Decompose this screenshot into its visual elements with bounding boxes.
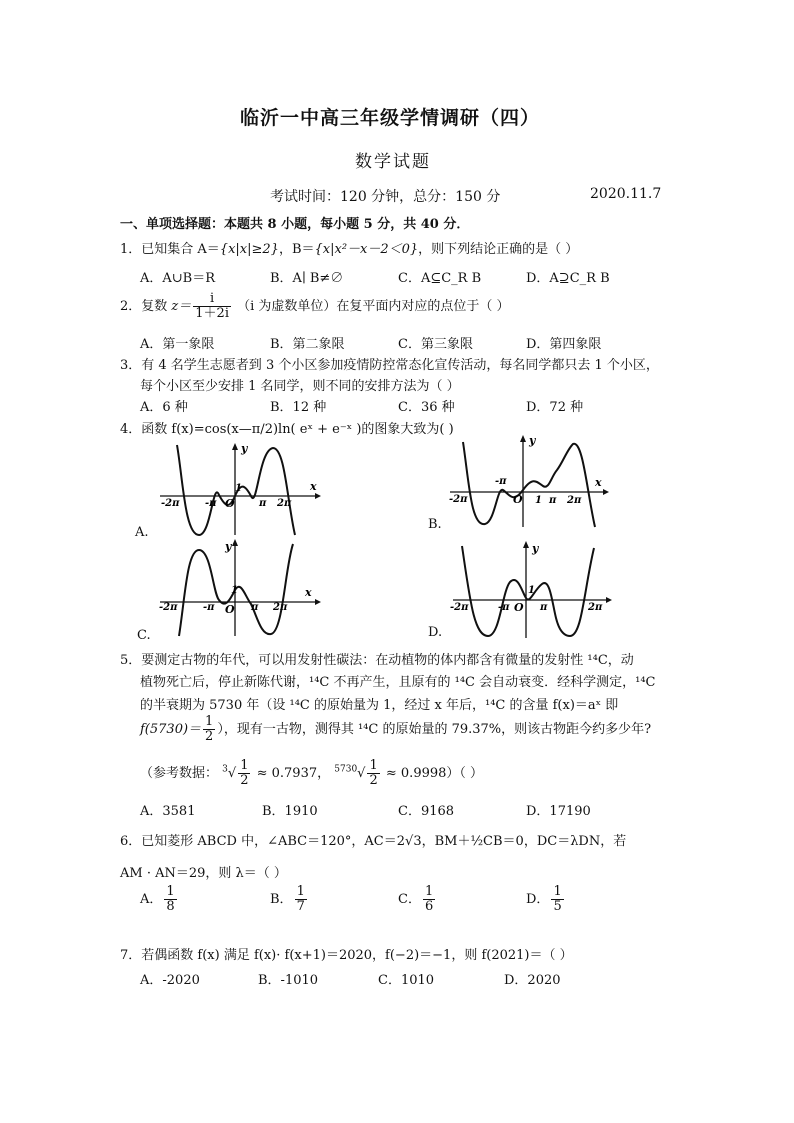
- graph-c-one: 1: [231, 585, 238, 596]
- q7-option-a: A．-2020: [140, 973, 200, 988]
- q2-lead: 2．复数: [120, 299, 168, 314]
- q5-line4-tail: ），现有一古物，测得其 ¹⁴C 的原始量的 79.37%，则该古物距今约多少年?: [217, 722, 652, 737]
- page-title: 临沂一中高三年级学情调研（四）: [240, 107, 541, 129]
- graph-a-label: A.: [135, 525, 149, 540]
- question-1: [120, 238, 578, 257]
- graph-a-neg-pi: -π: [205, 498, 217, 509]
- graph-a-neg-2pi: -2π: [161, 498, 180, 509]
- q2-option-a: A．第一象限: [140, 337, 215, 352]
- graph-c-pi: π: [251, 602, 259, 613]
- q3-option-b: B．12 种: [270, 400, 327, 415]
- graph-d-one: 1: [528, 585, 535, 596]
- question-5-line4: [140, 715, 651, 744]
- q6-option-c-den: 6: [424, 899, 434, 914]
- graph-a-origin: O: [225, 497, 235, 510]
- q6-option-b: [270, 885, 309, 914]
- q6-option-c-num: 1: [424, 884, 434, 899]
- q6-option-a-den: 8: [166, 899, 175, 914]
- q6-option-b-letter: B．: [270, 892, 293, 907]
- graph-c-x-label: x: [305, 586, 312, 599]
- graph-b-origin: O: [513, 493, 523, 506]
- q6-option-c: [398, 885, 437, 914]
- q3-option-c: C．36 种: [398, 400, 455, 415]
- q1-option-d: D．A⊇C_R B: [526, 271, 610, 286]
- q2-numerator: i: [193, 292, 231, 307]
- question-3-line2: 每个小区至少安排 1 名同学，则不同的安排方法为（ ）: [140, 379, 460, 394]
- q6-option-d-num: 1: [553, 884, 562, 899]
- q5-option-a: A．3581: [140, 804, 196, 819]
- q5-ref1: ≈ 0.7937: [256, 766, 318, 781]
- graph-d-neg-2pi: -2π: [450, 602, 469, 613]
- q5-option-b: B．1910: [262, 804, 318, 819]
- graph-a-pi: π: [259, 498, 267, 509]
- question-3-line1: 3．有 4 名学生志愿者到 3 个小区参加疫情防控常态化宣传活动，每名同学都只去 1 个小区，: [120, 358, 659, 373]
- exam-info: 考试时间：120 分钟，总分：150 分: [270, 189, 501, 205]
- graph-c-origin: O: [225, 603, 235, 616]
- graph-b: [445, 432, 615, 530]
- graph-d-y-label: y: [532, 542, 539, 555]
- graph-a-x-label: x: [310, 480, 317, 493]
- graph-d: [448, 540, 618, 640]
- q2-fraction: [193, 292, 231, 321]
- q2-denominator: 1＋2i: [195, 306, 229, 321]
- q5-root2-index: 5730: [334, 764, 358, 775]
- q5-half-den: 2: [205, 729, 214, 744]
- section-heading: 一、单项选择题：本题共 8 小题，每小题 5 分，共 40 分．: [120, 217, 470, 232]
- q2-tail: （i 为虚数单位）在复平面内对应的点位于（ ）: [237, 299, 510, 314]
- q5-half-num: 1: [205, 714, 214, 729]
- q3-option-d: D．72 种: [526, 400, 584, 415]
- q6-option-b-den: 7: [296, 899, 305, 914]
- q5-f5730: f(5730)＝: [140, 722, 202, 737]
- q7-option-d: D．2020: [504, 973, 561, 988]
- question-6-line1: 6．已知菱形 ABCD 中，∠ABC＝120°，AC＝2√3，BM＋½CB＝0，DC＝λDN，若: [120, 834, 627, 849]
- q7-option-b: B．-1010: [258, 973, 319, 988]
- q5-ref-tail: ）（ ）: [446, 766, 484, 781]
- q6-option-c-letter: C．: [398, 892, 421, 907]
- q1-lead: 1．已知集合 A＝: [120, 242, 220, 257]
- graph-c-2pi: 2π: [273, 602, 288, 613]
- graph-b-x-label: x: [595, 476, 602, 489]
- graph-a-2pi: 2π: [277, 498, 292, 509]
- q2-option-d: D．第四象限: [526, 337, 602, 352]
- question-5-line1: 5．要测定古物的年代，可以用发射性碳法：在动植物的体内都含有微量的发射性 ¹⁴C，动: [120, 653, 634, 668]
- q2-option-b: B．第二象限: [270, 337, 345, 352]
- q3-option-a: A．6 种: [140, 400, 188, 415]
- graph-b-one: 1: [535, 495, 542, 506]
- question-4: 4．函数 f(x)=cos(x—π/2)ln( eˣ + e⁻ˣ )的图象大致为( ): [120, 422, 454, 437]
- q6-option-a-letter: A．: [140, 892, 163, 907]
- page-subtitle: 数学试题: [355, 152, 431, 172]
- graph-b-label: B.: [428, 517, 442, 532]
- question-2: [120, 292, 510, 321]
- q5-option-c: C．9168: [398, 804, 455, 819]
- graph-d-neg-pi: -π: [498, 602, 510, 613]
- q1-option-a: A．A∪B＝R: [140, 271, 216, 286]
- graph-c-neg-pi: -π: [203, 602, 215, 613]
- graph-c-y-label: y: [225, 540, 232, 553]
- q1-setA: {x|x|≥2}: [219, 242, 279, 257]
- q1-tail: ，则下列结论正确的是（ ）: [418, 242, 579, 257]
- graph-c-label: C.: [137, 628, 151, 643]
- graph-b-pi: π: [549, 495, 557, 506]
- question-5-line3: 的半衰期为 5730 年（设 ¹⁴C 的原始量为 1，经过 x 年后，¹⁴C 的含量 f(x)＝aˣ 即: [140, 698, 619, 713]
- q2-option-c: C．第三象限: [398, 337, 473, 352]
- graph-a: [155, 440, 325, 538]
- q5-half: [203, 715, 215, 744]
- q5-ref2: ≈ 0.9998: [385, 766, 447, 781]
- q1-mid: ，B＝: [278, 242, 315, 257]
- question-7: 7．若偶函数 f(x) 满足 f(x)· f(x+1)＝2020，f(−2)＝−1，则 f(2021)＝（ ）: [120, 948, 573, 963]
- q6-option-d: [526, 885, 566, 914]
- q6-option-d-letter: D．: [526, 892, 550, 907]
- q6-option-a-num: 1: [166, 884, 175, 899]
- q5-ref-lead: （参考数据：: [140, 766, 219, 781]
- graph-c-neg-2pi: -2π: [159, 602, 178, 613]
- graph-a-y-label: y: [241, 442, 248, 455]
- q5-root1: √ $\frac{1}{2}$: [227, 758, 249, 788]
- q1-setB: {x|x²－x－2＜0}: [314, 242, 419, 257]
- q5-root2: √ $\frac{1}{2}$: [357, 758, 378, 788]
- q6-option-a: [140, 885, 179, 914]
- graph-b-y-label: y: [529, 434, 536, 447]
- graph-c: [155, 538, 325, 638]
- graph-d-label: D.: [428, 625, 443, 640]
- question-6-line2: AM · AN＝29，则 λ＝（ ）: [120, 866, 287, 881]
- graph-d-2pi: 2π: [588, 602, 603, 613]
- graph-d-origin: O: [514, 601, 524, 614]
- graph-a-one: 1: [235, 483, 242, 494]
- q5-root1-index: 3: [222, 764, 228, 775]
- graph-b-neg-pi: -π: [495, 476, 507, 487]
- q1-option-b: B．A∣ B≠∅: [270, 271, 344, 286]
- q2-z: z＝: [171, 299, 192, 314]
- question-5-reference: （参考数据： $^3$√ $\frac{1}{2}$ ≈ 0.7937， $^{5730}$√ $\frac{1}{2}$ ≈ 0.9998）（ ）: [140, 758, 484, 788]
- q5-option-d: D．17190: [526, 804, 591, 819]
- exam-date: 2020.11.7: [590, 186, 662, 202]
- q6-option-d-den: 5: [553, 899, 562, 914]
- question-5-line2: 植物死亡后，停止新陈代谢，¹⁴C 不再产生，且原有的 ¹⁴C 会自动衰变．经科学测定，¹⁴C: [140, 675, 656, 690]
- q1-option-c: C．A⊆C_R B: [398, 271, 482, 286]
- graph-b-2pi: 2π: [567, 495, 582, 506]
- q7-option-c: C．1010: [378, 973, 435, 988]
- q6-option-b-num: 1: [296, 884, 305, 899]
- graph-d-pi: π: [540, 602, 548, 613]
- graph-b-neg-2pi: -2π: [449, 494, 468, 505]
